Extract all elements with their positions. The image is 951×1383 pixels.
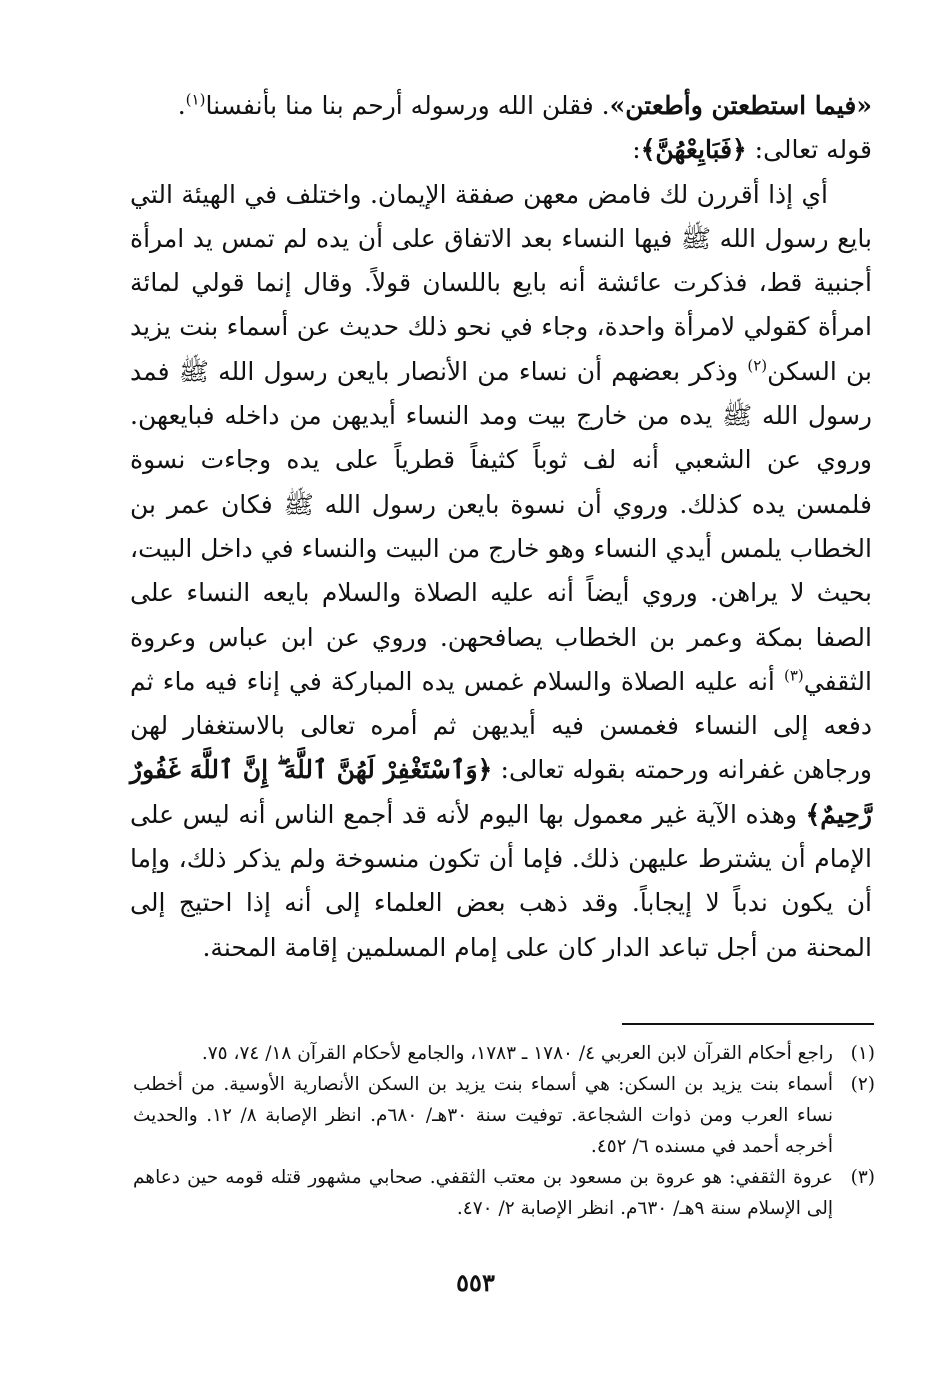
footnote-1-text: راجع أحكام القرآن لابن العربي ٤/ ١٧٨٠ ـ ١٧٨٣، والجامع لأحكام القرآن ١٨/ ٧٤، ٧٥.: [201, 1043, 833, 1064]
footnote-3-text: عروة الثقفي: هو عروة بن مسعود بن معتب الثقفي. صحابي مشهور قتله قومه حين دعاهم إلى الإسلام سنة ٩هـ/ ٦٣٠م. انظر الإصابة ٢/ ٤٧٠.: [133, 1167, 833, 1219]
verse-heading-end: :: [632, 135, 641, 165]
footnote-3-number: (٣): [850, 1167, 875, 1188]
footnote-ref-2[interactable]: (٢): [747, 356, 768, 375]
verse-heading: [130, 128, 872, 172]
main-text-block: [130, 84, 872, 970]
footnote-2: [133, 1069, 875, 1162]
page-number: ٥٥٣: [456, 1268, 495, 1297]
footnotes-block: [133, 1038, 875, 1224]
commentary-part-c: أنه عليه الصلاة والسلام غمس يده المباركة في إناء فيه ماء ثم دفعه إلى النساء فغمسن فيه أيديهن ثم أمره تعالى بالاستغفار لهن ورجاهن غفرانه ورحمته بقوله تعالى:: [130, 666, 872, 785]
opening-line: [130, 84, 872, 128]
footnote-1: [133, 1038, 875, 1069]
footnote-separator: [622, 1023, 874, 1025]
footnote-2-text: أسماء بنت يزيد بن السكن: هي أسماء بنت يزيد بن السكن الأنصارية الأوسية. من أخطب نساء العرب ومن ذوات الشجاعة. توفيت سنة ٣٠هـ/ ٦٨٠م. انظر الإصابة ٨/ ١٢. والحديث أخرجه أحمد في مسنده ٦/ ٤٥٢.: [133, 1074, 833, 1157]
opening-line-text: . فقلن الله ورسوله أرحم بنا منا بأنفسنا: [205, 91, 610, 120]
verse-heading-intro: قوله تعالى:: [746, 135, 872, 165]
footnote-2-number: (٢): [850, 1074, 875, 1095]
opening-line-end: .: [177, 91, 186, 120]
quran-verse-istighfar: ﴿وَٱسْتَغْفِرْ لَهُنَّ ٱللَّهَ ۖ إِنَّ ٱللَّهَ غَفُورٌ رَّحِيمٌ﴾: [130, 755, 872, 829]
footnote-ref-3[interactable]: (٣): [783, 666, 804, 685]
quoted-phrase: «فيما استطعتن وأطعتن»: [609, 91, 872, 120]
footnote-3: [133, 1162, 875, 1224]
commentary-part-d: وهذه الآية غير معمول بها اليوم لأنه قد أجمع الناس أنه ليس على الإمام أن يشترط عليهن ذلك. فإما أن تكون منسوخة ولم يذكر ذلك، وإما أن يكون ندباً لا إيجاباً. وقد ذهب بعض العلماء إلى أنه إذا احتيج إلى المحنة من أجل تباعد الدار كان على إمام المسلمين إقامة المحنة.: [130, 799, 872, 962]
footnote-ref-1[interactable]: (١): [185, 90, 206, 109]
commentary-paragraph: [130, 173, 872, 970]
verse-heading-quran: ﴿فَبَايِعْهُنَّ﴾: [640, 135, 747, 165]
commentary-part-b: وذكر بعضهم أن نساء من الأنصار بايعن رسول الله ﷺ فمد رسول الله ﷺ يده من خارج بيت ومد النساء أيديهن من داخله فبايعهن. وروي عن الشعبي أنه لف ثوباً كثيفاً قطرياً على يده وجاءت نسوة فلمسن يده كذلك. وروي أن نسوة بايعن رسول الله ﷺ فكان عمر بن الخطاب يلمس أيدي النساء وهو خارج من البيت والنساء في داخل البيت، بحيث لا يراهن. وروي أيضاً أنه عليه الصلاة والسلام بايعه النساء على الصفا بمكة وعمر بن الخطاب يصافحهن. وروي عن ابن عباس وعروة الثقفي: [130, 356, 872, 696]
commentary-part-a: أي إذا أقررن لك فامض معهن صفقة الإيمان. واختلف في الهيئة التي بايع رسول الله ﷺ فيها النساء بعد الاتفاق على أن يده لم تمس يد امرأة أجنبية قط، فذكرت عائشة أنه بايع باللسان قولاً. وقال إنما قولي لمائة امرأة كقولي لامرأة واحدة، وجاء في نحو ذلك حديث عن أسماء بنت يزيد بن السكن: [130, 179, 872, 386]
footnote-1-number: (١): [850, 1043, 875, 1064]
